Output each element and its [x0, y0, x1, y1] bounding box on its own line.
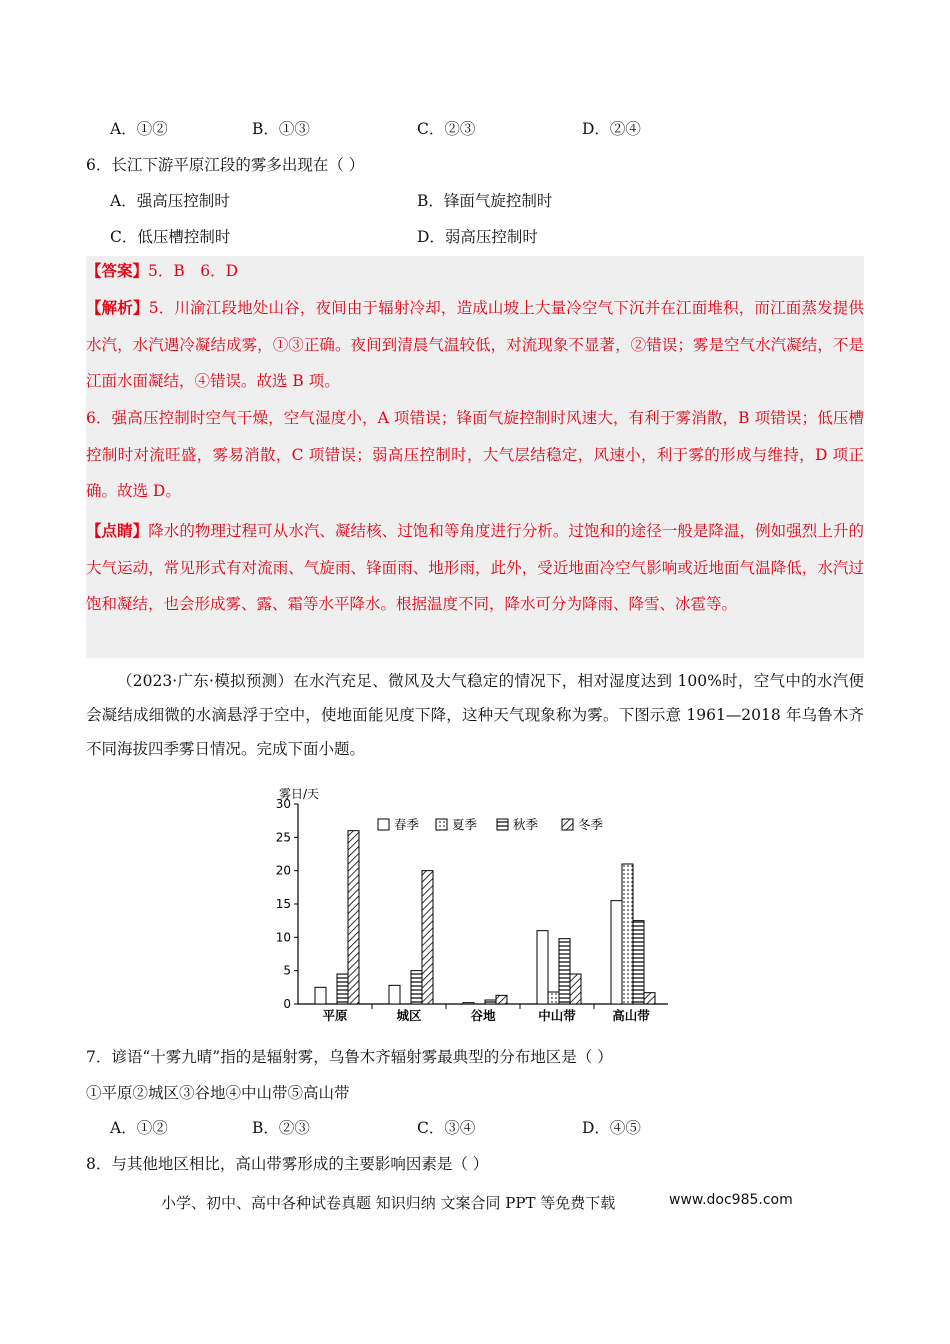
y-tick-label: 25 — [275, 830, 291, 845]
y-tick-label: 30 — [275, 797, 291, 811]
bar-冬季-高山带 — [644, 993, 655, 1004]
x-tick-label: 平原 — [322, 1008, 348, 1023]
q8-stem: 8．与其他地区相比，高山带雾形成的主要影响因素是（ ） — [86, 1155, 489, 1173]
analysis-5-text: 5．川渝江段地处山谷，夜间由于辐射冷却，造成山坡上大量冷空气下沉并在江面堆积，而江面蒸发提供水汽，水汽遇冷凝结成雾，①③正确。夜间到清晨气温较低，对流现象不显著，②错误；雾是空气水汽凝结，不是江面水面凝结，④错误。故选 B 项。 — [86, 299, 864, 390]
y-axis-label: 雾日/天 — [279, 787, 320, 801]
legend-swatch-夏季 — [436, 819, 447, 830]
q5-option-d: D．②④ — [582, 120, 641, 138]
legend-label: 夏季 — [452, 817, 478, 832]
bar-春季-高山带 — [611, 901, 622, 1004]
y-tick-label: 20 — [275, 863, 291, 878]
bar-春季-中山带 — [537, 931, 548, 1004]
bar-秋季-城区 — [411, 971, 422, 1004]
chart-bars — [315, 831, 655, 1004]
q6-stem: 6．长江下游平原江段的雾多出现在（ ） — [86, 156, 365, 174]
bar-冬季-平原 — [348, 831, 359, 1004]
material-intro: （2023·广东·模拟预测）在水汽充足、微风及大气稳定的情况下，相对湿度达到 100%时，空气中的水汽便会凝结成细微的水滴悬浮于空中，使地面能见度下降，这种天气现象称为雾。下图示意 1961—2018 年乌鲁木齐不同海拔四季雾日情况。完成下面小题。 — [86, 672, 864, 758]
q6-option-b: B．锋面气旋控制时 — [417, 192, 553, 210]
bar-冬季-谷地 — [496, 995, 507, 1004]
x-tick-label: 谷地 — [470, 1008, 496, 1023]
tip-text: 降水的物理过程可从水汽、凝结核、过饱和等角度进行分析。过饱和的途径一般是降温，例如强烈上升的大气运动，常见形式有对流雨、气旋雨、锋面雨、地形雨，此外，受近地面冷空气影响或近地面气温降低，水汽过饱和凝结，也会形成雾、露、霜等水平降水。根据温度不同，降水可分为降雨、降雪、冰雹等。 — [86, 522, 864, 613]
bar-春季-城区 — [389, 985, 400, 1004]
legend-swatch-秋季 — [497, 819, 508, 830]
answer-tag: 【答案】 — [86, 261, 149, 280]
y-tick-label: 0 — [283, 997, 291, 1011]
bar-秋季-谷地 — [485, 1000, 496, 1004]
answer-line — [86, 253, 864, 290]
analysis-tag: 【解析】 — [86, 298, 149, 317]
bar-秋季-中山带 — [559, 939, 570, 1004]
footer-text: 小学、初中、高中各种试卷真题 知识归纳 文案合同 PPT 等免费下载 — [161, 1194, 616, 1212]
y-tick-label: 5 — [283, 963, 291, 978]
q7-option-b: B．②③ — [252, 1119, 310, 1137]
y-tick-label: 10 — [275, 930, 291, 945]
legend-label: 冬季 — [578, 817, 604, 832]
chart-legend — [378, 817, 604, 832]
fog-days-chart — [270, 772, 690, 1034]
q5-option-a: A．①② — [110, 120, 168, 138]
answer-text: 5．B 6．D — [148, 262, 239, 280]
bar-秋季-平原 — [337, 974, 348, 1004]
legend-swatch-春季 — [378, 819, 389, 830]
tip-paragraph — [86, 513, 864, 623]
bar-春季-谷地 — [463, 1003, 474, 1004]
q7-option-a: A．①② — [110, 1119, 168, 1137]
x-tick-label: 中山带 — [538, 1008, 576, 1023]
analysis-5 — [86, 290, 864, 400]
bar-冬季-城区 — [422, 871, 433, 1004]
legend-swatch-冬季 — [562, 819, 573, 830]
q7-items: ①平原②城区③谷地④中山带⑤高山带 — [86, 1084, 350, 1102]
y-tick-label: 15 — [275, 897, 291, 911]
fog-days-chart-svg — [270, 772, 690, 1034]
bar-春季-平原 — [315, 987, 326, 1004]
x-tick-label: 城区 — [396, 1008, 422, 1023]
q6-option-a: A．强高压控制时 — [110, 192, 230, 210]
analysis-6: 6．强高压控制时空气干燥，空气湿度小，A 项错误；锋面气旋控制时风速大，有利于雾消散，B 项错误；低压槽控制时对流旺盛，雾易消散，C 项错误；弱高压控制时，大气层结稳定，风速小，利于雾的形成与维持，D 项正确。故选 D。 — [86, 409, 864, 500]
bar-冬季-中山带 — [570, 974, 581, 1004]
q7-option-c: C．③④ — [417, 1119, 476, 1137]
legend-label: 秋季 — [513, 817, 539, 832]
bar-秋季-高山带 — [633, 921, 644, 1004]
legend-label: 春季 — [394, 817, 420, 832]
q5-option-b: B．①③ — [252, 120, 310, 138]
tip-tag: 【点睛】 — [86, 521, 149, 540]
q7-stem: 7．谚语“十雾九晴”指的是辐射雾，乌鲁木齐辐射雾最典型的分布地区是（ ） — [86, 1048, 613, 1066]
q6-option-d: D．弱高压控制时 — [417, 228, 538, 246]
q5-option-c: C．②③ — [417, 120, 476, 138]
x-tick-label: 高山带 — [612, 1008, 650, 1023]
q7-option-d: D．④⑤ — [582, 1119, 641, 1137]
bar-夏季-高山带 — [622, 864, 633, 1004]
bar-夏季-中山带 — [548, 992, 559, 1004]
q6-option-c: C．低压槽控制时 — [110, 228, 231, 246]
footer-url[interactable]: www.doc985.com — [669, 1192, 793, 1208]
